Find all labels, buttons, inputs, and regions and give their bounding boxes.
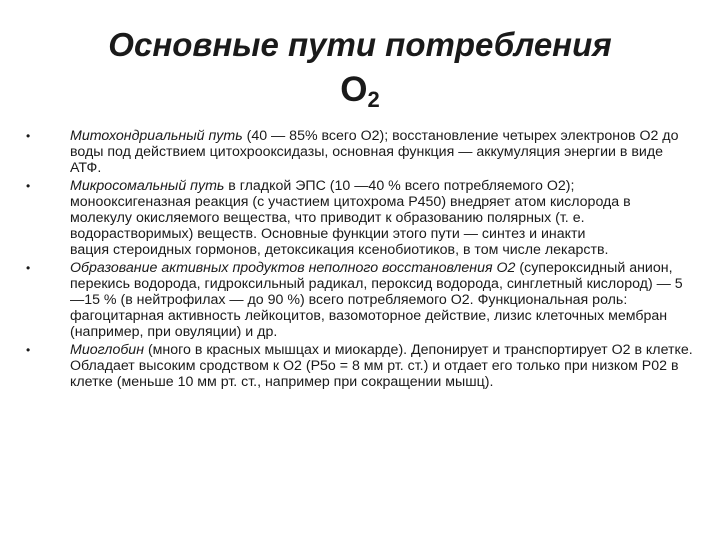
title-text: Основные пути потребления <box>108 26 612 63</box>
slide-title <box>40 22 680 122</box>
bullet-lead: Образование активных продуктов неполного восстановления O2 <box>70 259 516 276</box>
bullet-marker: • <box>26 129 31 143</box>
bullet-text: (много в красных мышцах и миокарде). Депонирует и транспортирует O2 в клетке. Обладает высоким сродством к O2 (P5o = 8 мм рт. ст.) и отдает его только при низком P02 в клетке (меньше 10 мм рт. ст., например при сокращении мышц). <box>70 341 693 391</box>
bullet-text: в гладкой ЭПС (10 —40 % всего потребляемого O2); монооксигеназная реакция (с участием цитохрома Р450) внедряет атом кислорода в молекулу окисляемого вещества, что приводит к образованию полярных (т. е. водорастворимых) веществ. Основные функции этого пути — синтез и инакти <box>70 177 631 243</box>
title-formula <box>40 68 680 122</box>
bullet-marker: • <box>26 260 31 275</box>
bullet-lead: Микросомальный путь <box>70 177 225 194</box>
bullet-lead: Миоглобин <box>70 341 145 358</box>
content-area <box>26 128 694 391</box>
bullet-marker: • <box>26 178 31 193</box>
bullet-item-microsomal <box>26 178 694 259</box>
bullet-lead: Митохондриальный путь <box>70 128 243 144</box>
bullet-item-myoglobin <box>26 342 694 391</box>
bullet-text-continuation: вация стероидных гормонов, детоксикация ксенобиотиков, в том числе лекарств. <box>70 242 609 259</box>
bullet-text: (супероксидный анион, перекись водорода, гидроксильный радикал, пероксид водорода, синглетный кислород) — 5—15 % (в нейтрофилах — до 90 %) всего потребляемого O2. Функциональная роль: фагоцитарная активность лейкоцитов, вазомоторное действие, лизис клеточных мембран (например, при овуляции) и др. <box>70 259 683 341</box>
bullet-marker: • <box>26 342 31 357</box>
bullet-list <box>26 128 694 390</box>
bullet-item-mitochondrial <box>26 128 694 177</box>
bullet-item-reactive-oxygen <box>26 260 694 341</box>
bullet-text: (40 — 85% всего O2); восстановление четырех электронов O2 до воды под действием цитохроокcидазы, основная функция — аккумуляция энергии в виде АТФ. <box>70 128 679 177</box>
title-formula-base: O <box>340 70 368 109</box>
title-formula-subscript: 2 <box>367 87 380 112</box>
